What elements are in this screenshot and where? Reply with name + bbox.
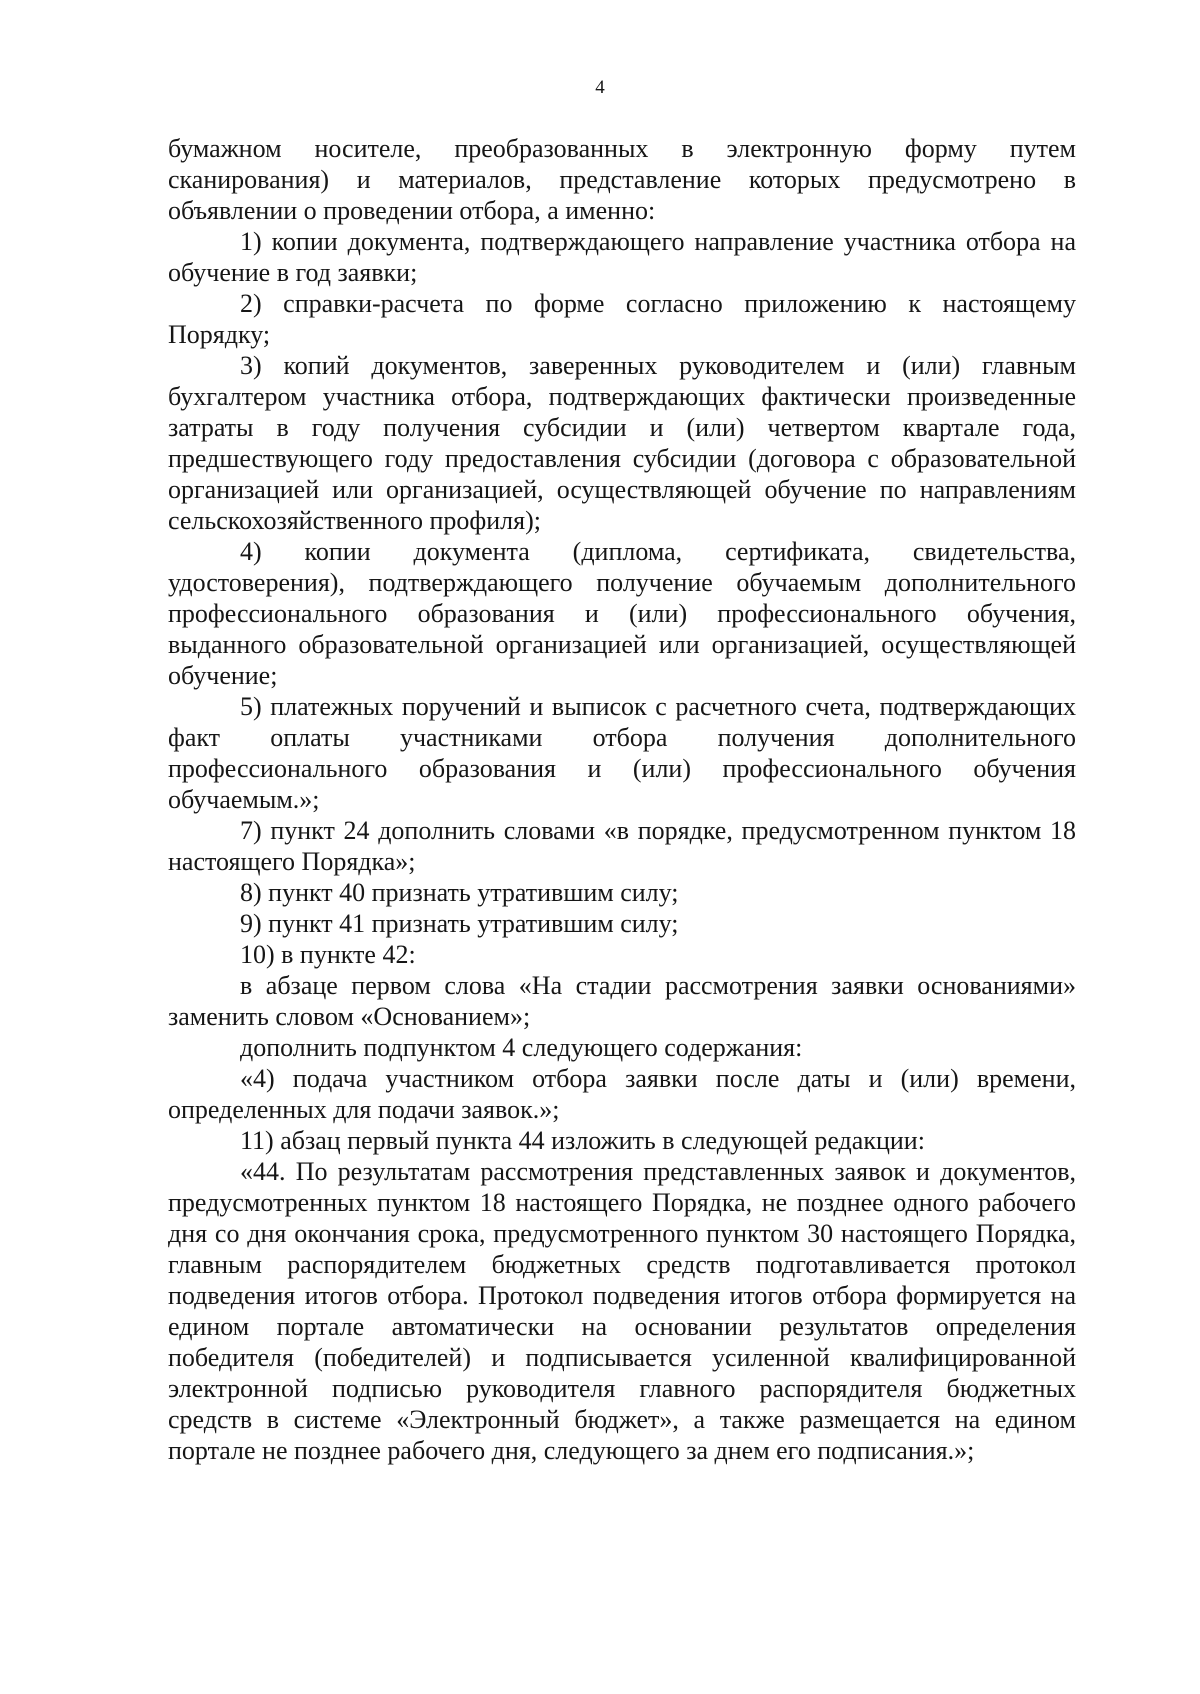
paragraph-item-2: 2) справки-расчета по форме согласно приложению к настоящему Порядку;	[168, 289, 1076, 349]
paragraph-amendment-10-b: дополнить подпунктом 4 следующего содержания:	[240, 1033, 803, 1062]
paragraph-amendment-8: 8) пункт 40 признать утратившим силу;	[240, 878, 679, 907]
paragraph-item-4: 4) копии документа (диплома, сертификата, свидетельства, удостоверения), подтверждающего получение обучаемым дополнительного профессионального образования и (или) профессионального обучения, выданного образовательной организацией или организацией, осуществляющей обучение;	[168, 537, 1076, 690]
paragraph-amendment-10-a: в абзаце первом слова «На стадии рассмотрения заявки основаниями» заменить словом «Основанием»;	[168, 971, 1076, 1031]
paragraph-item-5: 5) платежных поручений и выписок с расчетного счета, подтверждающих факт оплаты участниками отбора получения дополнительного профессионального образования и (или) профессионального обучения обучаемым.»;	[168, 692, 1076, 814]
paragraph-amendment-11-text: «44. По результатам рассмотрения представленных заявок и документов, предусмотренных пунктом 18 настоящего Порядка, не позднее одного рабочего дня со дня окончания срока, предусмотренного пунктом 30 настоящего Порядка, главным распорядителем бюджетных средств подготавливается протокол подведения итогов отбора. Протокол подведения итогов отбора формируется на едином портале автоматически на основании результатов определения победителя (победителей) и подписывается усиленной квалифицированной электронной подписью руководителя главного распорядителя бюджетных средств в системе «Электронный бюджет», а также размещается на едином портале не позднее рабочего дня, следующего за днем его подписания.»;	[168, 1157, 1076, 1465]
paragraph-item-1: 1) копии документа, подтверждающего направление участника отбора на обучение в год заявки;	[168, 227, 1076, 287]
paragraph-continuation: бумажном носителе, преобразованных в электронную форму путем сканирования) и материалов, представление которых предусмотрено в объявлении о проведении отбора, а именно:	[168, 134, 1076, 225]
paragraph-amendment-10-c: «4) подача участником отбора заявки после даты и (или) времени, определенных для подачи заявок.»;	[168, 1064, 1076, 1124]
paragraph-item-3: 3) копий документов, заверенных руководителем и (или) главным бухгалтером участника отбора, подтверждающих фактически произведенные затраты в году получения субсидии и (или) четвертом квартале года, предшествующего году предоставления субсидии (договора с образовательной организацией или организацией, осуществляющей обучение по направлениям сельскохозяйственного профиля);	[168, 351, 1076, 535]
paragraph-amendment-9: 9) пункт 41 признать утратившим силу;	[240, 909, 679, 938]
paragraph-amendment-11: 11) абзац первый пункта 44 изложить в следующей редакции:	[240, 1126, 925, 1155]
document-text	[168, 133, 1076, 1466]
paragraph-amendment-7: 7) пункт 24 дополнить словами «в порядке, предусмотренном пунктом 18 настоящего Порядка»;	[168, 816, 1076, 876]
page-number: 4	[595, 77, 605, 98]
paragraph-amendment-10: 10) в пункте 42:	[240, 940, 416, 969]
